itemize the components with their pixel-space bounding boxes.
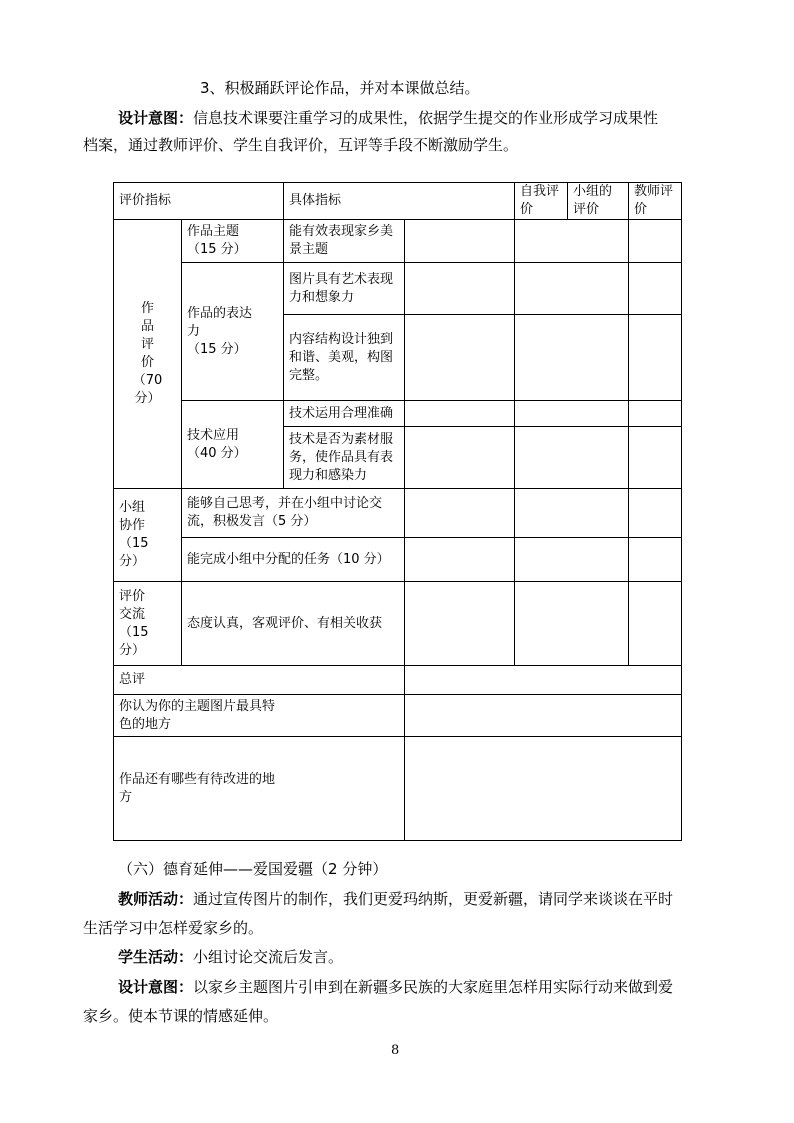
answer-best-feature[interactable] (405, 695, 682, 737)
teacher-activity (118, 889, 673, 909)
self-eval-cell[interactable] (405, 315, 515, 401)
teacher-eval-cell[interactable] (629, 582, 682, 666)
teacher-eval-cell[interactable] (629, 401, 682, 427)
teacher-eval-cell[interactable] (629, 489, 682, 538)
summary-cell[interactable] (405, 666, 682, 695)
teacher-activity-text: 通过宣传图片的制作，我们更爱玛纳斯，更爱新疆，请同学来谈谈在平时 (193, 890, 674, 908)
expression-spec-2: 内容结构设计独到 和谐、美观，构图 完整。 (284, 315, 405, 401)
work-eval-label: 作 品 评 价 （70 分） (114, 220, 182, 489)
list-item-3: 3、积极踊跃评论作品，并对本课做总结。 (200, 79, 480, 97)
evaluation-table (113, 182, 682, 841)
design-intent-2-label: 设计意图： (118, 978, 194, 996)
group-spec-1: 能够自己思考，并在小组中讨论交 流，积极发言（5 分） (182, 489, 405, 538)
group-spec-2: 能完成小组中分配的任务（10 分） (182, 538, 405, 582)
expression-spec-1: 图片具有艺术表现 力和想象力 (284, 263, 405, 315)
group-eval-cell[interactable] (515, 538, 629, 582)
header-group-eval: 小组的评价 (568, 183, 629, 220)
group-eval-cell[interactable] (515, 582, 629, 666)
theme-label: 作品主题 （15 分） (182, 220, 284, 263)
teacher-eval-cell[interactable] (629, 427, 682, 489)
self-eval-cell[interactable] (405, 489, 515, 538)
teacher-activity-continuation: 生活学习中怎样爱家乡的。 (83, 919, 264, 937)
header-indicator: 评价指标 (114, 183, 284, 220)
theme-spec: 能有效表现家乡美 景主题 (284, 220, 405, 263)
teacher-eval-cell[interactable] (629, 263, 682, 315)
design-intent-continuation: 档案，通过教师评价、学生自我评价，互评等手段不断激励学生。 (83, 136, 519, 154)
header-teacher-eval: 教师评价 (629, 183, 682, 220)
self-eval-cell[interactable] (405, 427, 515, 489)
group-eval-cell[interactable] (515, 427, 629, 489)
exchange-label: 评价 交流 （15 分） (114, 582, 182, 666)
self-eval-cell[interactable] (405, 582, 515, 666)
design-intent-text: 信息技术课要注重学习的成果性，依据学生提交的作业形成学习成果性 (193, 109, 659, 127)
student-activity (118, 947, 343, 967)
group-eval-cell[interactable] (515, 489, 629, 538)
summary-label: 总评 (114, 666, 405, 695)
self-eval-cell[interactable] (405, 263, 515, 315)
header-specific: 具体指标 (284, 183, 515, 220)
question-best-feature: 你认为你的主题图片最具特 色的地方 (114, 695, 405, 737)
design-intent-2-continuation: 家乡。使本节课的情感延伸。 (83, 1007, 279, 1025)
student-activity-text: 小组讨论交流后发言。 (193, 948, 344, 966)
question-improvement: 作品还有哪些有待改进的地 方 (114, 737, 405, 841)
design-intent-2-text: 以家乡主题图片引申到在新疆多民族的大家庭里怎样用实际行动来做到爱 (193, 978, 674, 996)
teacher-eval-cell[interactable] (629, 315, 682, 401)
teacher-eval-cell[interactable] (629, 538, 682, 582)
header-self-eval: 自我评价 (515, 183, 568, 220)
section-heading: （六）德育延伸——爱国爱疆（2 分钟） (118, 860, 388, 878)
group-collab-label: 小组 协作 （15 分） (114, 489, 182, 582)
self-eval-cell[interactable] (405, 401, 515, 427)
answer-improvement[interactable] (405, 737, 682, 841)
design-intent-label: 设计意图： (118, 109, 194, 127)
tech-spec-2: 技术是否为素材服 务，使作品具有表 现力和感染力 (284, 427, 405, 489)
group-eval-cell[interactable] (515, 263, 629, 315)
design-intent-paragraph (118, 108, 658, 128)
expression-label: 作品的表达 力 （15 分） (182, 263, 284, 401)
group-eval-cell[interactable] (515, 401, 629, 427)
page-number: 8 (391, 1043, 400, 1058)
student-activity-label: 学生活动： (118, 948, 194, 966)
teacher-eval-cell[interactable] (629, 220, 682, 263)
design-intent-2 (118, 977, 673, 997)
exchange-spec: 态度认真，客观评价、有相关收获 (182, 582, 405, 666)
group-eval-cell[interactable] (515, 220, 629, 263)
self-eval-cell[interactable] (405, 220, 515, 263)
group-eval-cell[interactable] (515, 315, 629, 401)
self-eval-cell[interactable] (405, 538, 515, 582)
tech-label: 技术应用 （40 分） (182, 401, 284, 489)
teacher-activity-label: 教师活动： (118, 890, 194, 908)
tech-spec-1: 技术运用合理准确 (284, 401, 405, 427)
